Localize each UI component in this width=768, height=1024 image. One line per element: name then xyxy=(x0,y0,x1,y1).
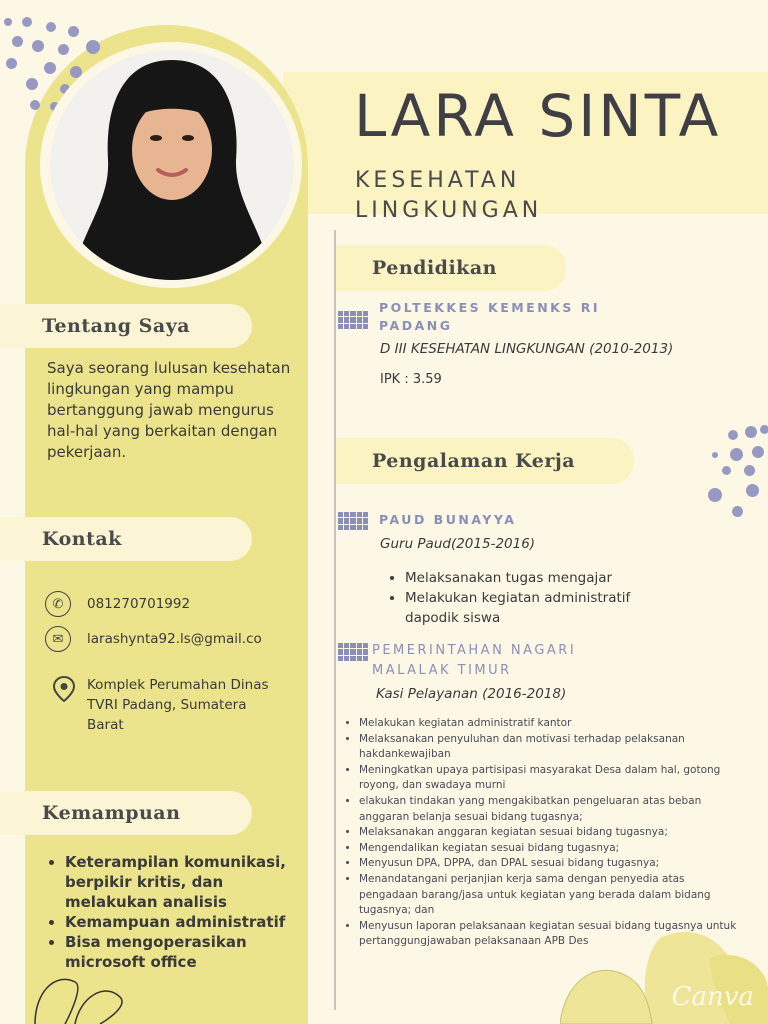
about-text: Saya seorang lulusan kesehatan lingkungan yang mampu bertanggung jawab mengurus hal-hal yang berkaitan dengan pekerjaan. xyxy=(47,359,291,461)
grid-icon xyxy=(338,311,368,329)
skill-item: • Keterampilan komunikasi, berpikir kritis, dan melakukan analisis xyxy=(65,852,297,912)
contact-phone xyxy=(45,591,190,617)
phone-number[interactable]: 081270701992 xyxy=(87,596,191,612)
school-name xyxy=(379,299,600,335)
skill-item: • Kemampuan administratif xyxy=(65,912,297,932)
duty-item: • Melaksanakan penyuluhan dan motivasi terhadap pelaksanan hakdankewajiban xyxy=(359,732,738,763)
duty-item: • Menyusun DPA, DPPA, dan DPAL sesuai bidang tugasnya; xyxy=(359,856,738,872)
duty-item: • Meningkatkan upaya partisipasi masyarakat Desa dalam hal, gotong royong, dan swadaya murni xyxy=(359,763,738,794)
gpa: IPK : 3.59 xyxy=(380,372,442,387)
education-heading xyxy=(336,245,566,291)
duty-item: • Mengendalikan kegiatan sesuai bidang tugasnya; xyxy=(359,841,738,857)
grid-icon xyxy=(338,643,368,661)
job-role: Guru Paud(2015-2016) xyxy=(380,536,536,552)
employer-name-line: MALALAK TIMUR xyxy=(372,663,512,678)
address-line: Barat xyxy=(87,717,124,733)
duty-item: • Menyusun laporan pelaksanaan kegiatan sesuai bidang tugasnya untuk pertanggungjawaban pelaksanaan APB Des xyxy=(359,919,738,950)
job-tasks xyxy=(387,568,657,628)
job-duties xyxy=(343,716,738,950)
person-name: LARA SINTA xyxy=(354,82,722,150)
school-name-line: PADANG xyxy=(379,318,453,333)
task-item: • Melakukan kegiatan administratif dapodik siswa xyxy=(405,588,657,628)
grid-icon xyxy=(338,512,368,530)
employer-name: PAUD BUNAYYA xyxy=(379,512,517,527)
skills-heading-text: Kemampuan xyxy=(42,802,181,824)
skills-heading xyxy=(0,791,252,835)
task-item: • Melaksanakan tugas mengajar xyxy=(405,568,657,588)
employer-name-line: PEMERINTAHAN NAGARI xyxy=(372,643,577,658)
contact-heading-text: Kontak xyxy=(42,528,122,550)
decorative-flower-left xyxy=(25,962,145,1024)
canva-watermark: Canva xyxy=(671,982,754,1012)
skills-list xyxy=(47,852,297,972)
email-address[interactable]: larashynta92.ls@gmail.co xyxy=(87,631,262,647)
address-line: TVRI Padang, Sumatera xyxy=(87,697,247,713)
duty-item: • Melakukan kegiatan administratif kantor xyxy=(359,716,738,732)
contact-address xyxy=(87,675,269,735)
experience-heading xyxy=(336,438,634,484)
mail-icon: ✉ xyxy=(45,626,71,652)
profile-photo xyxy=(50,50,294,280)
job-role: Kasi Pelayanan (2016-2018) xyxy=(376,686,567,702)
skill-item: • Bisa mengoperasikan microsoft office xyxy=(65,932,297,972)
job-title-line: KESEHATAN xyxy=(355,168,521,193)
about-heading xyxy=(0,304,252,348)
employer-name xyxy=(372,641,576,681)
duty-item: • Menandatangani perjanjian kerja sama dengan penyedia atas pengadaan barang/jasa untuk kegiatan yang berada dalam bidang tugasnya; dan xyxy=(359,872,738,919)
job-title xyxy=(355,166,542,226)
contact-heading xyxy=(0,517,252,561)
education-heading-text: Pendidikan xyxy=(372,257,497,279)
job-title-line: LINGKUNGAN xyxy=(355,198,543,223)
duty-item: • elakukan tindakan yang mengakibatkan pengeluaran atas beban anggaran belanja sesuai bidang tugasnya; xyxy=(359,794,738,825)
about-heading-text: Tentang Saya xyxy=(42,315,191,337)
contact-email xyxy=(45,626,262,652)
duty-item: • Melaksanakan anggaran kegiatan sesuai bidang tugasnya; xyxy=(359,825,738,841)
timeline-line xyxy=(334,230,336,1010)
address-line: Komplek Perumahan Dinas xyxy=(87,677,269,693)
school-name-line: POLTEKKES KEMENKS RI xyxy=(379,300,600,315)
location-pin-icon xyxy=(52,676,76,706)
phone-icon: ✆ xyxy=(45,591,71,617)
degree: D III KESEHATAN LINGKUNGAN (2010-2013) xyxy=(380,341,674,357)
experience-heading-text: Pengalaman Kerja xyxy=(372,450,576,472)
